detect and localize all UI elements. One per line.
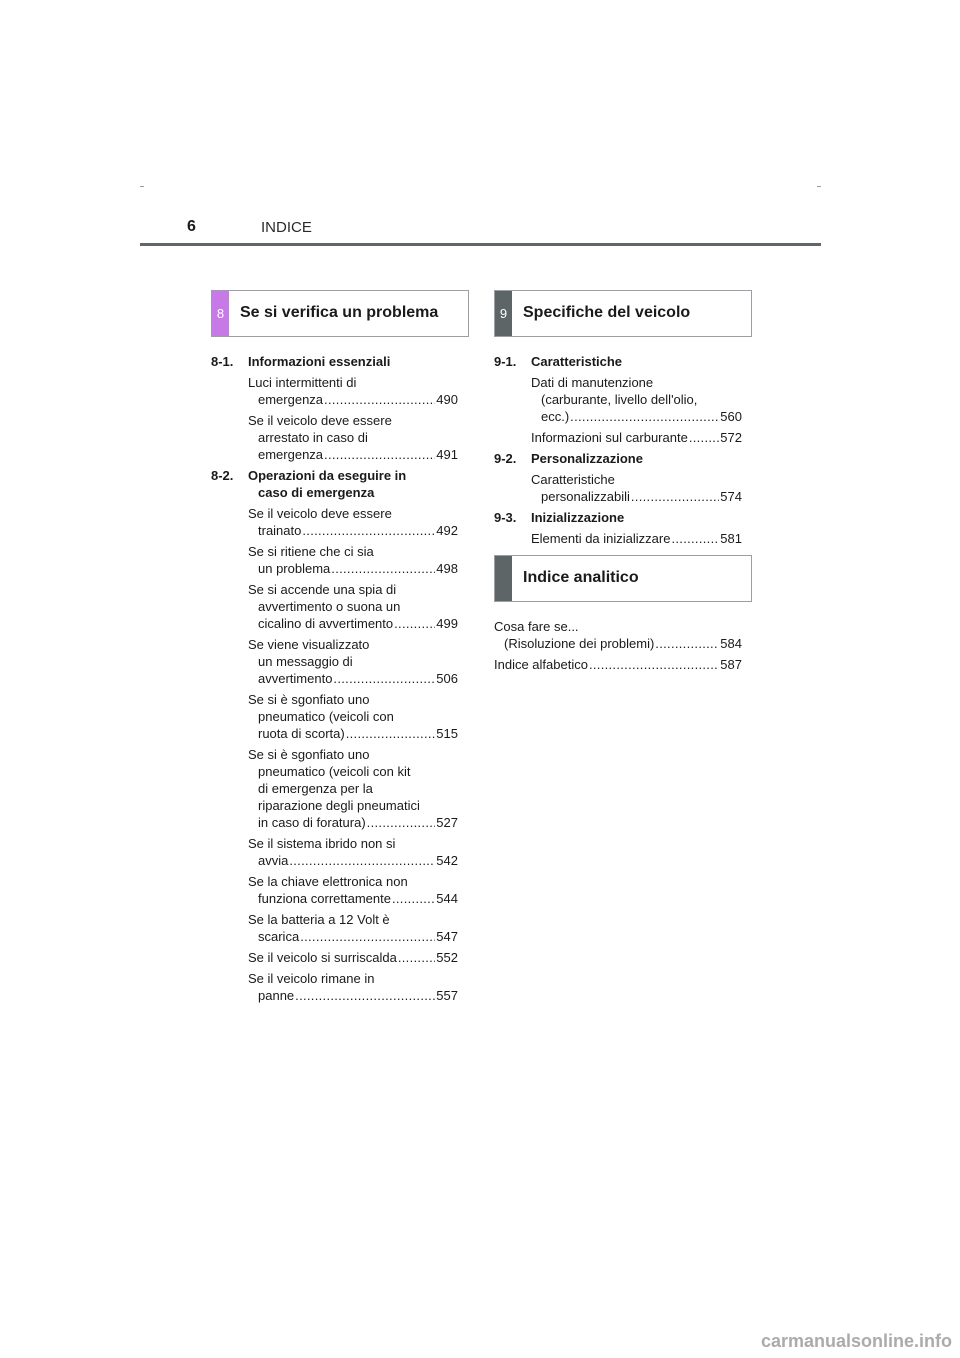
dot-leader xyxy=(655,635,719,652)
toc-entry-text: funziona correttamente xyxy=(258,891,391,906)
toc-entry[interactable] xyxy=(248,543,458,577)
toc-entry-text: Informazioni sul carburante xyxy=(531,430,688,445)
dot-leader xyxy=(671,530,719,547)
toc-entry[interactable] xyxy=(248,911,458,945)
toc-entry-last-line xyxy=(248,560,458,577)
toc-entry-last-line xyxy=(531,530,742,547)
dot-leader xyxy=(346,725,436,742)
toc-entry[interactable] xyxy=(494,618,742,652)
toc-entry-text: Se il veicolo si surriscalda xyxy=(248,950,397,965)
toc-entry-last-line xyxy=(248,391,458,408)
section-8-toc xyxy=(211,353,458,1008)
section-8-tab: 8 xyxy=(212,291,229,336)
toc-page-number: 491 xyxy=(436,447,458,462)
dot-leader xyxy=(394,615,435,632)
toc-entry[interactable] xyxy=(531,429,742,446)
toc-entry-text: un problema xyxy=(258,561,331,576)
toc-page-number: 492 xyxy=(436,523,458,538)
toc-page-number: 515 xyxy=(436,726,458,741)
toc-entry[interactable] xyxy=(248,636,458,687)
chapter-title xyxy=(248,467,458,501)
toc-page-number: 542 xyxy=(436,853,458,868)
toc-entry-last-line xyxy=(248,615,458,632)
section-9-tab: 9 xyxy=(495,291,512,336)
page-header xyxy=(140,216,821,246)
toc-entry-text: panne xyxy=(258,988,295,1003)
header-title: INDICE xyxy=(261,219,312,236)
toc-entry-text: Luci intermittenti di xyxy=(248,375,357,390)
toc-chapter[interactable] xyxy=(494,353,742,370)
toc-entry-text: Se la batteria a 12 Volt è xyxy=(248,912,390,927)
toc-entry-text: Se si è sgonfiato uno xyxy=(248,692,370,707)
chapter-title-line: Personalizzazione xyxy=(531,451,643,466)
dot-leader xyxy=(333,670,435,687)
toc-page-number: 499 xyxy=(436,616,458,631)
toc-chapter[interactable] xyxy=(494,509,742,526)
toc-entry-text: Se il veicolo deve essere xyxy=(248,506,392,521)
toc-entry[interactable] xyxy=(248,873,458,907)
chapter-title-line: Inizializzazione xyxy=(531,510,625,525)
toc-entry[interactable] xyxy=(248,374,458,408)
toc-entry-text: Se viene visualizzato xyxy=(248,637,370,652)
chapter-number: 9-3. xyxy=(494,510,517,525)
toc-entry[interactable] xyxy=(248,581,458,632)
toc-entry-text: Se il veicolo deve essere xyxy=(248,413,392,428)
toc-entry-last-line xyxy=(248,725,458,742)
toc-page-number: 572 xyxy=(720,430,742,445)
index-tab xyxy=(495,556,512,601)
toc-entry-text: in caso di foratura) xyxy=(258,815,366,830)
chapter-title-line: Caratteristiche xyxy=(531,354,623,369)
chapter-number: 8-1. xyxy=(211,354,234,369)
toc-chapter[interactable] xyxy=(211,353,458,370)
toc-entry[interactable] xyxy=(248,970,458,1004)
toc-entry[interactable] xyxy=(248,505,458,539)
dot-leader xyxy=(570,408,719,425)
toc-page-number: 587 xyxy=(720,657,742,672)
toc-entry-text: avvia xyxy=(258,853,289,868)
toc-entry-text: Se si accende una spia di xyxy=(248,582,397,597)
chapter-title xyxy=(531,450,742,467)
index-title: Indice analitico xyxy=(523,569,639,586)
page-number: 6 xyxy=(187,218,196,235)
dot-leader xyxy=(392,890,435,907)
toc-entry-text: ecc.) xyxy=(541,409,570,424)
toc-entry-text: avvertimento o suona un xyxy=(258,599,401,614)
chapter-title xyxy=(531,509,742,526)
dot-leader xyxy=(302,522,435,539)
toc-entry-text: arrestato in caso di xyxy=(258,430,368,445)
toc-entry-text: (Risoluzione dei problemi) xyxy=(504,636,655,651)
index-header[interactable] xyxy=(494,555,752,602)
section-9-header[interactable] xyxy=(494,290,752,337)
toc-page-number: 574 xyxy=(720,489,742,504)
toc-entry[interactable] xyxy=(531,374,742,425)
toc-page-number: 498 xyxy=(436,561,458,576)
toc-entry-last-line xyxy=(248,928,458,945)
toc-entry[interactable] xyxy=(248,949,458,966)
toc-page-number: 527 xyxy=(436,815,458,830)
toc-chapter[interactable] xyxy=(494,450,742,467)
toc-entry-last-line xyxy=(248,670,458,687)
header-rule xyxy=(140,243,821,246)
toc-page-number: 560 xyxy=(720,409,742,424)
crop-mark-left xyxy=(140,186,144,187)
toc-entry-text: emergenza xyxy=(258,392,324,407)
toc-entry-text: pneumatico (veicoli con kit xyxy=(258,764,411,779)
toc-entry-text: trainato xyxy=(258,523,302,538)
toc-entry-text: (carburante, livello dell'olio, xyxy=(541,392,698,407)
toc-entry-text: di emergenza per la xyxy=(258,781,373,796)
index-toc xyxy=(494,618,742,677)
toc-entry-last-line xyxy=(248,446,458,463)
dot-leader xyxy=(367,814,436,831)
chapter-number: 8-2. xyxy=(211,468,234,483)
section-9-title: Specifiche del veicolo xyxy=(523,304,691,321)
toc-entry[interactable] xyxy=(248,691,458,742)
dot-leader xyxy=(331,560,435,577)
dot-leader xyxy=(689,429,719,446)
toc-entry[interactable] xyxy=(248,746,458,831)
dot-leader xyxy=(398,949,435,966)
toc-entry-text: personalizzabili xyxy=(541,489,630,504)
toc-page-number: 552 xyxy=(436,950,458,965)
toc-entry-last-line xyxy=(248,522,458,539)
chapter-title-line: Operazioni da eseguire in xyxy=(248,468,407,483)
toc-entry-last-line xyxy=(531,488,742,505)
toc-page-number: 490 xyxy=(436,392,458,407)
toc-entry-last-line xyxy=(248,814,458,831)
chapter-number: 9-1. xyxy=(494,354,517,369)
toc-entry-last-line xyxy=(248,890,458,907)
toc-entry-last-line xyxy=(494,635,742,652)
toc-entry-text: emergenza xyxy=(258,447,324,462)
dot-leader xyxy=(589,656,719,673)
toc-page-number: 506 xyxy=(436,671,458,686)
toc-chapter[interactable] xyxy=(211,467,458,501)
section-9-toc xyxy=(494,353,742,551)
section-8-title: Se si verifica un problema xyxy=(240,304,439,321)
dot-leader xyxy=(289,852,435,869)
toc-entry[interactable] xyxy=(494,656,742,673)
toc-entry-text: Indice alfabetico xyxy=(494,657,588,672)
toc-entry-text: Caratteristiche xyxy=(531,472,615,487)
toc-page-number: 544 xyxy=(436,891,458,906)
dot-leader xyxy=(300,928,435,945)
toc-entry-text: avvertimento xyxy=(258,671,333,686)
toc-entry[interactable] xyxy=(248,412,458,463)
toc-page-number: 557 xyxy=(436,988,458,1003)
toc-entry-text: riparazione degli pneumatici xyxy=(258,798,420,813)
toc-entry-last-line xyxy=(531,429,742,446)
dot-leader xyxy=(295,987,435,1004)
toc-entry-text: un messaggio di xyxy=(258,654,353,669)
chapter-number: 9-2. xyxy=(494,451,517,466)
crop-mark-right xyxy=(817,186,821,187)
toc-entry-text: Se il veicolo rimane in xyxy=(248,971,375,986)
section-8-header[interactable] xyxy=(211,290,469,337)
toc-entry-last-line xyxy=(248,949,458,966)
dot-leader xyxy=(631,488,719,505)
toc-entry-text: Elementi da inizializzare xyxy=(531,531,671,546)
toc-entry-text: Se la chiave elettronica non xyxy=(248,874,408,889)
chapter-title-line: Informazioni essenziali xyxy=(248,354,391,369)
toc-entry[interactable] xyxy=(248,835,458,869)
toc-entry-last-line xyxy=(494,656,742,673)
chapter-title-line: caso di emergenza xyxy=(258,485,375,500)
toc-entry-last-line xyxy=(248,852,458,869)
toc-entry-text: pneumatico (veicoli con xyxy=(258,709,394,724)
toc-entry-text: Se si è sgonfiato uno xyxy=(248,747,370,762)
toc-page-number: 581 xyxy=(720,531,742,546)
dot-leader xyxy=(324,446,435,463)
toc-entry-text: scarica xyxy=(258,929,300,944)
toc-entry-text: cicalino di avvertimento xyxy=(258,616,394,631)
toc-entry-text: Dati di manutenzione xyxy=(531,375,654,390)
toc-entry-text: Cosa fare se... xyxy=(494,619,579,634)
toc-page-number: 547 xyxy=(436,929,458,944)
toc-entry-text: Se il sistema ibrido non si xyxy=(248,836,396,851)
chapter-title xyxy=(531,353,742,370)
toc-entry-text: ruota di scorta) xyxy=(258,726,345,741)
toc-page-number: 584 xyxy=(720,636,742,651)
toc-entry[interactable] xyxy=(531,471,742,505)
chapter-title xyxy=(248,353,458,370)
dot-leader xyxy=(324,391,435,408)
toc-entry-last-line xyxy=(531,408,742,425)
toc-entry[interactable] xyxy=(531,530,742,547)
toc-entry-text: Se si ritiene che ci sia xyxy=(248,544,374,559)
toc-entry-last-line xyxy=(248,987,458,1004)
watermark: carmanualsonline.info xyxy=(760,1331,952,1351)
